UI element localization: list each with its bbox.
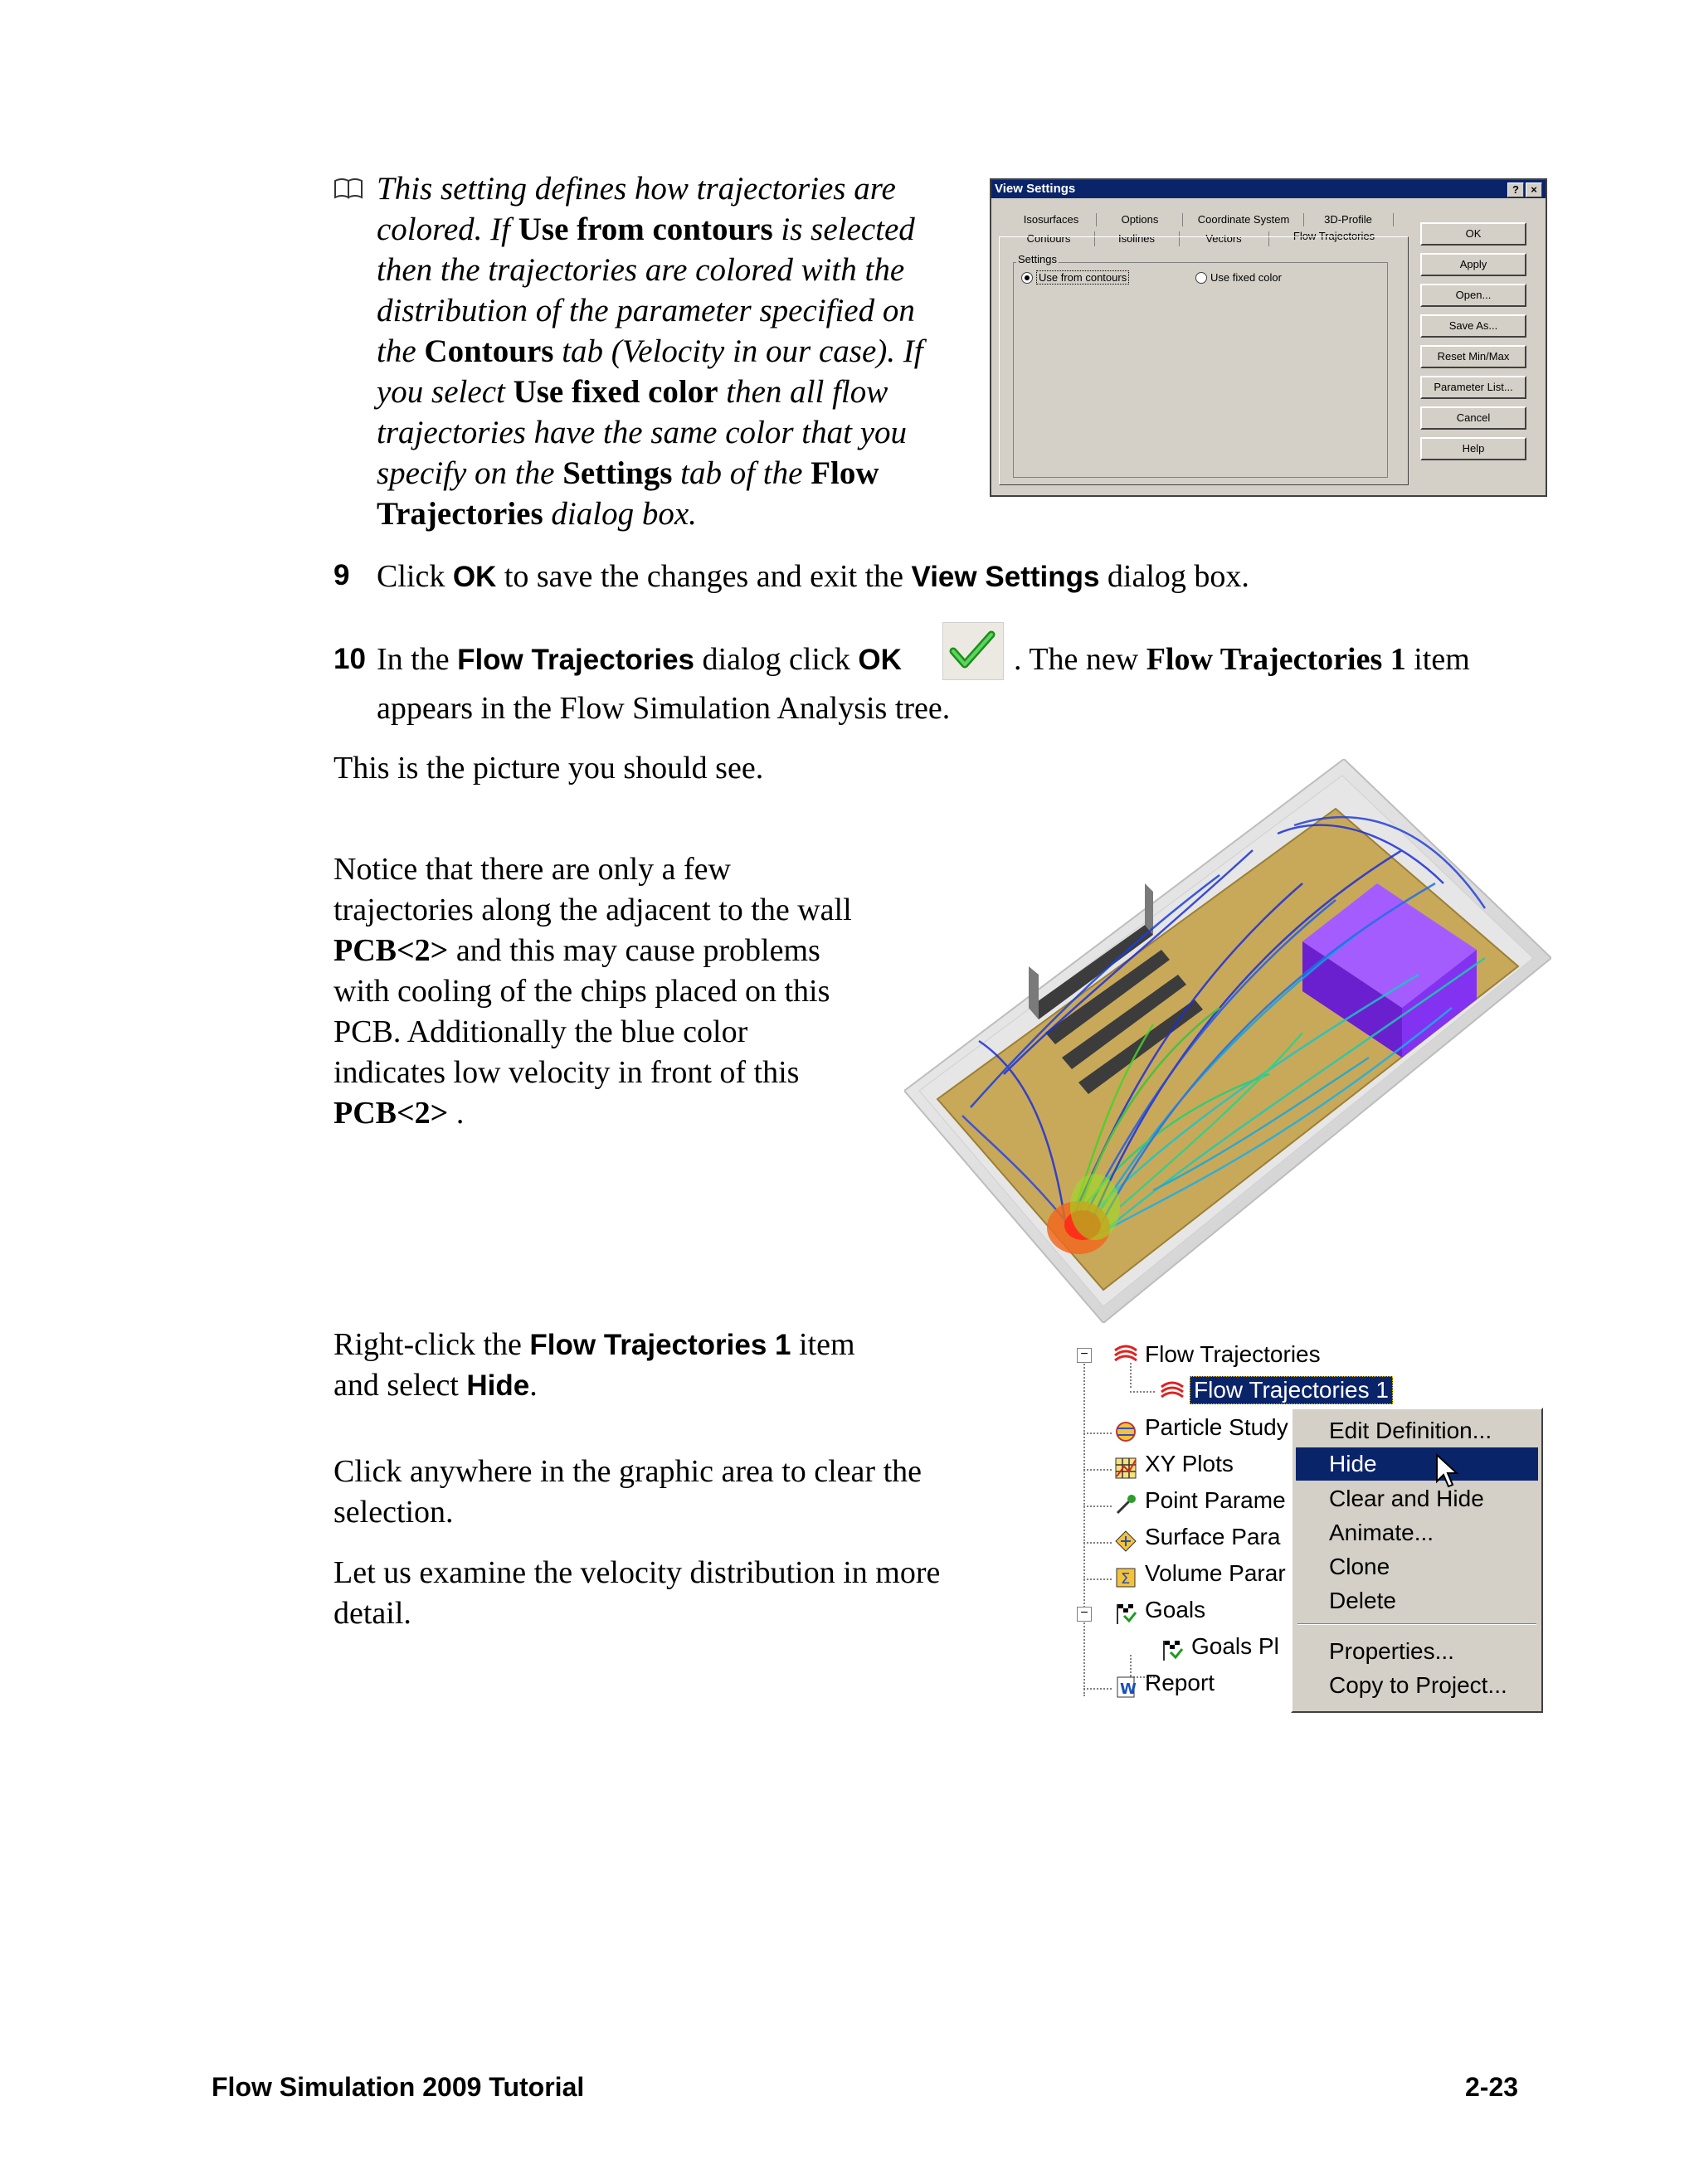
tree-item-surface-parameters[interactable]: Surface Para bbox=[1145, 1524, 1281, 1549]
tree-item-particle-study[interactable]: Particle Study bbox=[1145, 1414, 1288, 1440]
apply-button[interactable]: Apply bbox=[1420, 253, 1526, 276]
footer-left: Flow Simulation 2009 Tutorial bbox=[212, 2072, 585, 2102]
xy-plots-icon bbox=[1112, 1454, 1140, 1482]
picture-caption: This is the picture you should see. bbox=[333, 751, 764, 786]
menu-animate[interactable]: Animate... bbox=[1329, 1520, 1434, 1545]
surface-parameters-icon bbox=[1112, 1527, 1140, 1555]
menu-properties[interactable]: Properties... bbox=[1329, 1638, 1454, 1664]
tab-vectors[interactable]: Vectors bbox=[1205, 232, 1242, 245]
note-paragraph: This setting defines how trajectories are colored. If Use from contours is selected then the trajectories are colored with the distribution of the parameter specified on the Contours tab (Velocity in our case). If you select Use fixed color then all flow trajectories have the same color that you specify on the Settings tab of the Flow Trajectories dialog box. bbox=[377, 171, 923, 532]
point-parameters-icon bbox=[1112, 1491, 1140, 1519]
view-settings-dialog bbox=[990, 178, 1547, 497]
settings-group bbox=[1013, 262, 1388, 478]
help-button[interactable]: Help bbox=[1420, 437, 1526, 460]
click-anywhere-paragraph: Click anywhere in the graphic area to clear the selection. bbox=[333, 1454, 922, 1530]
menu-copy-to-project[interactable]: Copy to Project... bbox=[1329, 1672, 1507, 1698]
use-fixed-color-radio[interactable] bbox=[1195, 272, 1207, 284]
reset-min-max-button[interactable]: Reset Min/Max bbox=[1420, 345, 1526, 368]
goals-icon bbox=[1112, 1600, 1140, 1628]
mouse-cursor-icon bbox=[1435, 1453, 1460, 1490]
menu-hide[interactable]: Hide bbox=[1296, 1447, 1538, 1481]
step-9-number: 9 bbox=[333, 559, 350, 591]
goals-plot-icon bbox=[1158, 1637, 1186, 1665]
context-menu bbox=[1291, 1408, 1543, 1713]
step-10-text-a: In the Flow Trajectories dialog click OK bbox=[377, 642, 902, 677]
notice-paragraph: Notice that there are only a few trajectories along the adjacent to the wall PCB<2> and this may cause problems with cooling of the chips placed on this PCB. Additionally the blue color indicates low velocity in front of this PCB<2> . bbox=[333, 852, 852, 1131]
tree-item-point-parameters[interactable]: Point Parame bbox=[1145, 1487, 1286, 1513]
dialog-titlebar: View Settings ? × bbox=[991, 180, 1546, 198]
tree-item-flow-trajectories[interactable]: Flow Trajectories bbox=[1145, 1341, 1321, 1367]
menu-clear-and-hide[interactable]: Clear and Hide bbox=[1329, 1486, 1484, 1511]
flow-trajectories-visualization[interactable] bbox=[904, 759, 1551, 1323]
report-icon bbox=[1112, 1673, 1140, 1701]
step-9-text: Click OK to save the changes and exit the View Settings dialog box. bbox=[377, 559, 1249, 594]
step-10-text-line2: appears in the Flow Simulation Analysis tree. bbox=[377, 691, 951, 726]
tree-item-xy-plots[interactable]: XY Plots bbox=[1145, 1451, 1234, 1476]
page-number: 2-23 bbox=[1465, 2072, 1519, 2102]
tab-contours[interactable]: Contours bbox=[1026, 232, 1071, 245]
ok-button[interactable]: OK bbox=[1420, 222, 1526, 246]
help-titlebar-button[interactable]: ? bbox=[1507, 182, 1524, 197]
tab-options[interactable]: Options bbox=[1121, 213, 1159, 226]
collapse-flow-trajectories[interactable]: − bbox=[1077, 1348, 1092, 1363]
svg-text:W: W bbox=[1120, 1681, 1137, 1698]
tree-item-goals-plot[interactable]: Goals Pl bbox=[1191, 1633, 1279, 1659]
particle-study-icon bbox=[1112, 1418, 1140, 1446]
tab-isosurfaces[interactable]: Isosurfaces bbox=[1023, 213, 1079, 226]
settings-group-label: Settings bbox=[1018, 253, 1057, 265]
tab-3d-profile[interactable]: 3D-Profile bbox=[1324, 213, 1372, 226]
step-10-number: 10 bbox=[333, 643, 366, 675]
parameter-list-button[interactable]: Parameter List... bbox=[1420, 376, 1526, 399]
tab-isolines[interactable]: Isolines bbox=[1117, 232, 1156, 245]
svg-text:Σ: Σ bbox=[1121, 1570, 1131, 1588]
volume-parameters-icon bbox=[1112, 1564, 1140, 1592]
open-button[interactable]: Open... bbox=[1420, 284, 1526, 307]
ok-checkmark-icon bbox=[942, 622, 1004, 680]
tab-flow-trajectories[interactable]: Flow Trajectories bbox=[1293, 230, 1375, 242]
save-as-button[interactable]: Save As... bbox=[1420, 314, 1526, 338]
tree-item-flow-trajectories-1[interactable]: Flow Trajectories 1 bbox=[1190, 1376, 1393, 1404]
collapse-goals[interactable]: − bbox=[1077, 1607, 1092, 1622]
step-10-text-b: . The new Flow Trajectories 1 item bbox=[1014, 642, 1470, 677]
tree-item-report[interactable]: Report bbox=[1145, 1670, 1215, 1695]
cancel-button[interactable]: Cancel bbox=[1420, 406, 1526, 430]
use-fixed-color-label[interactable]: Use fixed color bbox=[1210, 271, 1282, 284]
menu-delete[interactable]: Delete bbox=[1329, 1588, 1396, 1613]
menu-clone[interactable]: Clone bbox=[1329, 1554, 1390, 1579]
tab-coordinate-system[interactable]: Coordinate System bbox=[1197, 213, 1290, 226]
use-from-contours-label[interactable]: Use from contours bbox=[1036, 270, 1129, 285]
examine-paragraph: Let us examine the velocity distribution in more detail. bbox=[333, 1555, 941, 1631]
flow-trajectories-1-icon bbox=[1158, 1378, 1186, 1406]
tree-item-volume-parameters[interactable]: Volume Parar bbox=[1145, 1560, 1286, 1586]
tree-item-goals[interactable]: Goals bbox=[1145, 1597, 1206, 1622]
use-from-contours-radio[interactable] bbox=[1021, 272, 1033, 284]
menu-edit-definition[interactable]: Edit Definition... bbox=[1329, 1418, 1492, 1443]
menu-separator bbox=[1297, 1623, 1536, 1625]
rightclick-paragraph: Right-click the Flow Trajectories 1 item and select Hide. bbox=[333, 1327, 855, 1403]
close-titlebar-button[interactable]: × bbox=[1526, 182, 1542, 197]
flow-trajectories-icon bbox=[1112, 1341, 1140, 1369]
book-icon bbox=[333, 176, 363, 201]
